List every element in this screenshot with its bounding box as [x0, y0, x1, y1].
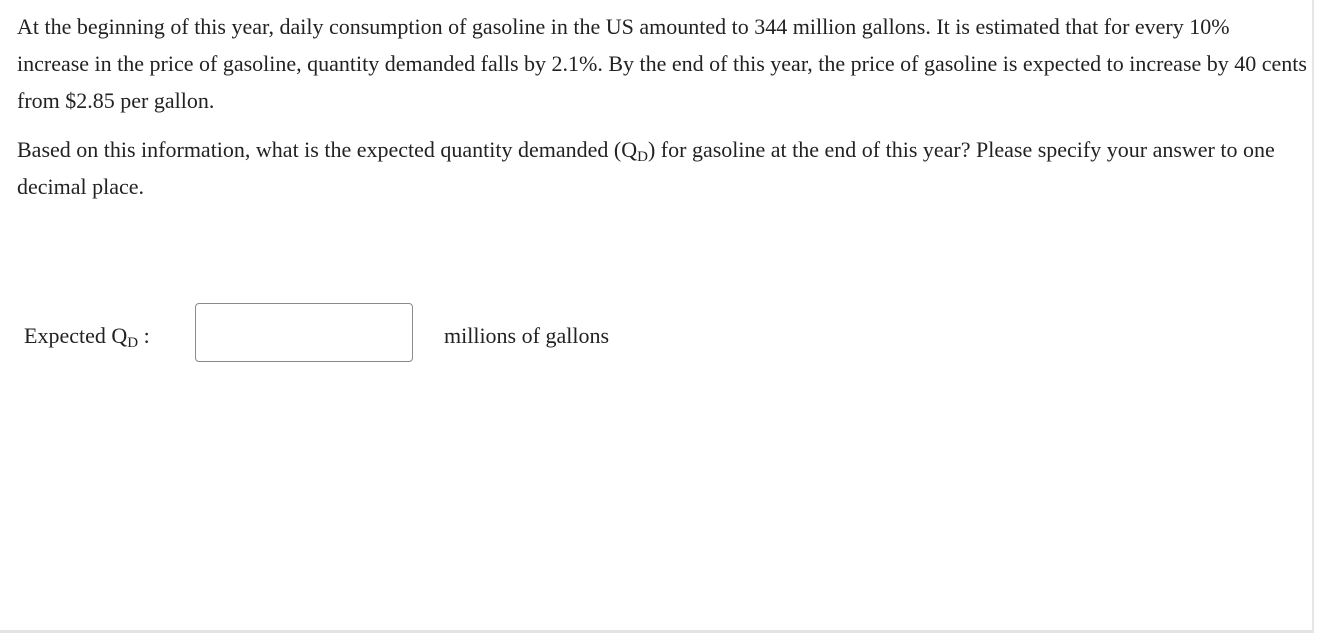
question-paragraph-2 [17, 131, 1307, 205]
answer-label [24, 323, 150, 349]
question-paragraph-1: At the beginning of this year, daily consumption of gasoline in the US amounted to 344 million gallons. It is estimated that for every 10% increase in the price of gasoline, quantity demanded falls by 2.1%. By the end of this year, the price of gasoline is expected to increase by 40 cents from $2.85 per gallon. [17, 14, 1307, 113]
quantity-subscript: D [637, 149, 648, 165]
expected-quantity-input[interactable] [195, 303, 413, 362]
answer-unit-label: millions of gallons [444, 323, 609, 348]
question-paragraph-2-end: ) for gasoline at the end of this year? Please specify your answer to one decimal place. [17, 137, 1275, 199]
question-paragraph-2-start: Based on this information, what is the expected quantity demanded (Q [17, 137, 638, 162]
answer-label-subscript: D [127, 335, 139, 351]
answer-label-colon: : [138, 323, 150, 348]
answer-label-main: Expected Q [24, 323, 128, 348]
